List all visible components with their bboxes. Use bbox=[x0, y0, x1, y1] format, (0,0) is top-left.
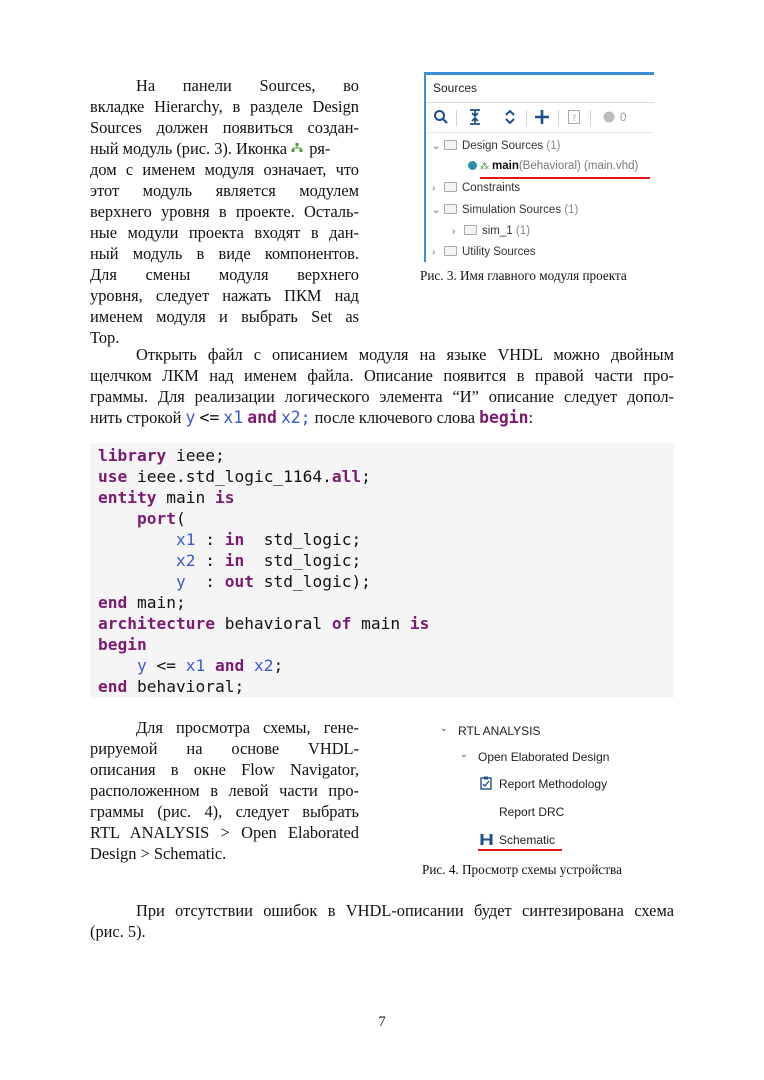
code-text: ( bbox=[175, 509, 186, 528]
status-indicator-icon bbox=[602, 108, 616, 128]
folder-icon bbox=[444, 140, 457, 150]
text-line: уровня, следует нажать ПКМ над bbox=[90, 286, 359, 305]
module-name: main bbox=[492, 160, 519, 172]
tree-item-label: Simulation Sources bbox=[462, 204, 562, 216]
code-keyword: of bbox=[331, 614, 352, 633]
text-segment: : bbox=[528, 408, 534, 427]
code-var: x1 bbox=[223, 408, 244, 427]
tree-item-sim-1[interactable] bbox=[452, 224, 530, 237]
code-keyword: is bbox=[214, 488, 235, 507]
text-line: Design > Schematic. bbox=[90, 844, 227, 863]
code-keyword: and bbox=[247, 408, 277, 427]
code-var: x2; bbox=[280, 408, 311, 427]
code-keyword: library bbox=[98, 446, 167, 465]
code-var: x2 bbox=[253, 656, 274, 675]
toolbar-separator bbox=[526, 110, 527, 126]
code-var: y bbox=[176, 572, 186, 591]
code-keyword: all bbox=[331, 467, 362, 486]
nav-rtl-analysis[interactable]: RTL ANALYSIS bbox=[458, 724, 541, 738]
tree-item-utility-sources[interactable] bbox=[432, 245, 536, 258]
status-count: 0 bbox=[620, 112, 627, 124]
code-text: behavioral bbox=[214, 614, 332, 633]
code-text: behavioral; bbox=[127, 677, 245, 696]
chevron-right-icon[interactable]: › bbox=[432, 183, 436, 194]
divider bbox=[426, 102, 654, 103]
folder-icon bbox=[444, 182, 457, 192]
code-var: x1 bbox=[185, 656, 206, 675]
panel-left-border bbox=[424, 72, 426, 262]
code-line bbox=[98, 509, 186, 528]
code-var: x2 bbox=[176, 551, 196, 570]
text-line: вкладке Hierarchy, в разделе Design bbox=[90, 97, 359, 116]
code-line bbox=[98, 488, 234, 507]
text-line: Для просмотра схемы, гене- bbox=[136, 718, 359, 737]
folder-icon bbox=[444, 204, 457, 214]
text-line: RTL ANALYSIS > Open Elaborated bbox=[90, 823, 359, 842]
chevron-down-icon[interactable]: ⌄ bbox=[432, 205, 441, 216]
text-line: именем модуля и выбрать Set as bbox=[90, 307, 359, 326]
code-text: main bbox=[351, 614, 410, 633]
toolbar-separator bbox=[558, 110, 559, 126]
figure-4-caption: Рис. 4. Просмотр схемы устройства bbox=[422, 862, 622, 877]
code-keyword: in bbox=[224, 551, 245, 570]
text-line: рируемой на основе VHDL- bbox=[90, 739, 359, 758]
tree-item-label: Utility Sources bbox=[462, 246, 536, 258]
code-var: y bbox=[137, 656, 147, 675]
text-line: (рис. 5). bbox=[90, 922, 146, 941]
module-status-icon bbox=[468, 161, 477, 170]
code-text: main; bbox=[127, 593, 186, 612]
code-op: <= bbox=[199, 408, 220, 427]
code-keyword: use bbox=[98, 467, 128, 486]
text-segment: ный модуль (рис. 3). Иконка bbox=[90, 139, 287, 158]
toolbar-separator bbox=[590, 110, 591, 126]
code-line bbox=[98, 467, 371, 486]
tree-item-simulation-sources[interactable] bbox=[432, 203, 578, 216]
code-keyword: port bbox=[137, 509, 176, 528]
code-line bbox=[98, 572, 371, 591]
tree-item-label: Constraints bbox=[462, 182, 521, 194]
nav-report-drc[interactable]: Report DRC bbox=[499, 805, 565, 819]
tree-item-design-sources[interactable] bbox=[432, 139, 560, 152]
code-var: x1 bbox=[176, 530, 196, 549]
text-line: этот модуль является модулем bbox=[90, 181, 359, 200]
chevron-down-icon[interactable]: ⌄ bbox=[440, 724, 448, 734]
code-line bbox=[98, 446, 225, 465]
toolbar-separator bbox=[456, 110, 457, 126]
folder-icon bbox=[444, 246, 457, 256]
code-text: ; bbox=[361, 467, 371, 486]
code-text: std_logic; bbox=[244, 551, 362, 570]
report-methodology-icon bbox=[480, 776, 492, 795]
nav-report-methodology[interactable]: Report Methodology bbox=[499, 777, 608, 791]
divider bbox=[426, 132, 654, 133]
text-segment: после ключевого слова bbox=[314, 408, 476, 427]
code-text: : bbox=[185, 572, 225, 591]
nav-schematic[interactable]: Schematic bbox=[499, 833, 556, 847]
help-icon[interactable] bbox=[567, 108, 581, 128]
code-keyword: architecture bbox=[98, 614, 215, 633]
figure-3-caption: Рис. 3. Имя главного модуля проекта bbox=[420, 268, 627, 283]
text-line: Top. bbox=[90, 328, 120, 347]
text-line: ный модуль в виде компонентов. bbox=[90, 244, 359, 263]
chevron-down-icon[interactable]: ⌄ bbox=[432, 141, 441, 152]
code-text: : bbox=[195, 551, 225, 570]
tree-item-count: (1) bbox=[564, 204, 579, 216]
expand-all-icon[interactable] bbox=[503, 108, 517, 128]
text-line: граммы (рис. 4), следует выбрать bbox=[90, 802, 359, 821]
hierarchy-icon bbox=[291, 138, 305, 159]
code-line bbox=[98, 635, 147, 654]
code-keyword: end bbox=[98, 677, 128, 696]
code-text: <= bbox=[146, 656, 186, 675]
code-line bbox=[98, 614, 429, 633]
code-keyword: and bbox=[214, 656, 245, 675]
code-text: std_logic; bbox=[244, 530, 362, 549]
tree-item-constraints[interactable] bbox=[432, 181, 520, 194]
text-line bbox=[90, 139, 359, 160]
code-keyword: is bbox=[409, 614, 430, 633]
tree-item-label: Design Sources bbox=[462, 140, 544, 152]
chevron-right-icon[interactable]: › bbox=[452, 226, 456, 237]
code-text: std_logic); bbox=[253, 572, 371, 591]
tree-item-count: (1) bbox=[546, 140, 561, 152]
svg-text:?: ? bbox=[571, 114, 577, 124]
code-keyword: begin bbox=[98, 635, 147, 654]
code-var: y bbox=[185, 408, 196, 427]
text-line: дом с именем модуля означает, что bbox=[90, 160, 359, 179]
hierarchy-icon: ⁂ bbox=[480, 161, 489, 171]
nav-open-elaborated-design[interactable]: Open Elaborated Design bbox=[478, 750, 610, 764]
text-line: На панели Sources, во bbox=[136, 76, 359, 95]
sources-panel-title: Sources bbox=[433, 81, 478, 95]
code-keyword: begin bbox=[479, 408, 529, 427]
tree-item-main[interactable] bbox=[468, 160, 638, 172]
code-text: ieee; bbox=[166, 446, 225, 465]
text-line: граммы. Для реализации логического элемента “И” описание следует допол- bbox=[90, 387, 674, 406]
highlight-underline bbox=[478, 849, 562, 851]
search-icon[interactable] bbox=[433, 108, 449, 128]
tree-item-count: (1) bbox=[515, 225, 530, 237]
text-segment: ря- bbox=[309, 139, 331, 158]
page-number: 7 bbox=[378, 1014, 386, 1030]
text-line: описания в окне Flow Navigator, bbox=[90, 760, 359, 779]
code-line bbox=[98, 530, 361, 549]
text-line: При отсутствии ошибок в VHDL-описании будет синтезирована схема bbox=[136, 901, 674, 920]
code-keyword: out bbox=[224, 572, 254, 591]
code-keyword: entity bbox=[98, 488, 157, 507]
code-line bbox=[98, 656, 283, 675]
sources-panel-figure bbox=[424, 72, 654, 262]
chevron-right-icon[interactable]: › bbox=[432, 247, 436, 258]
code-line bbox=[98, 677, 244, 696]
code-line bbox=[98, 593, 186, 612]
tree-item-label: sim_1 bbox=[482, 225, 513, 237]
collapse-all-icon[interactable] bbox=[468, 108, 482, 128]
vhdl-code-block bbox=[90, 443, 674, 698]
text-line: щелчком ЛКМ над именем файла. Описание появится в правой части про- bbox=[90, 366, 674, 385]
text-line: Sources должен появиться создан- bbox=[90, 118, 359, 137]
code-text: ; bbox=[273, 656, 284, 675]
code-keyword: in bbox=[224, 530, 245, 549]
text-line bbox=[90, 408, 674, 429]
panel-top-border bbox=[424, 72, 654, 75]
add-sources-icon[interactable] bbox=[534, 108, 550, 128]
highlight-underline bbox=[480, 177, 650, 179]
text-line: расположенном в левой части про- bbox=[90, 781, 359, 800]
text-segment: нить строкой bbox=[90, 408, 182, 427]
text-line: ные модули проекта входят в дан- bbox=[90, 223, 359, 242]
folder-icon bbox=[464, 225, 477, 235]
text-line: Для смены модуля верхнего bbox=[90, 265, 359, 284]
code-line bbox=[98, 551, 361, 570]
text-line: Открыть файл с описанием модуля на языке VHDL можно двойным bbox=[136, 345, 674, 364]
text-line: верхнего уровня в проекте. Осталь- bbox=[90, 202, 359, 221]
code-text: main bbox=[156, 488, 215, 507]
code-text: : bbox=[195, 530, 225, 549]
chevron-down-icon[interactable]: ⌄ bbox=[460, 750, 468, 760]
code-keyword: end bbox=[98, 593, 128, 612]
module-detail: (Behavioral) (main.vhd) bbox=[518, 160, 639, 172]
code-text: ieee.std_logic_1164. bbox=[127, 467, 332, 486]
